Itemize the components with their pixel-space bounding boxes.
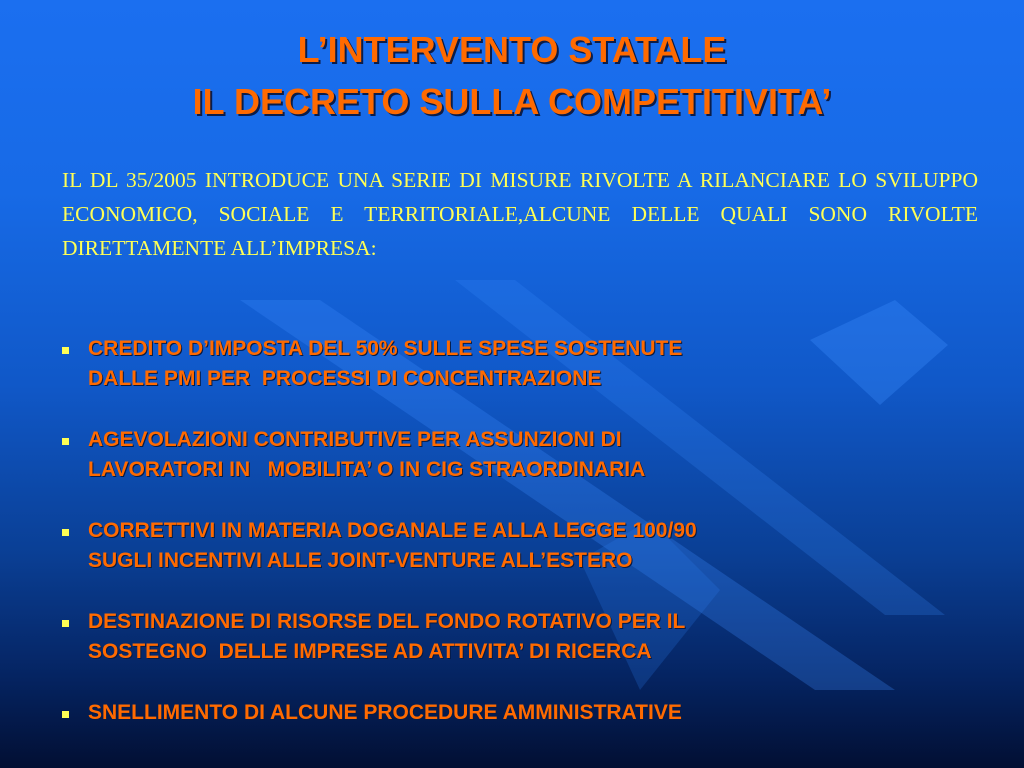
bullet-text [88,334,982,394]
slide-title-line-1: L’INTERVENTO STATALE [297,29,727,70]
intro-paragraph: IL DL 35/2005 INTRODUCE UNA SERIE DI MISURE RIVOLTE A RILANCIARE LO SVILUPPO ECONOMICO, SOCIALE E TERRITORIALE,ALCUNE DELLE QUALI SONO RIVOLTE DIRETTAMENTE ALL’IMPRESA: [62,168,978,260]
bullet-line: DALLE PMI PER PROCESSI DI CONCENTRAZIONE [88,367,602,390]
square-bullet-icon [62,529,69,536]
bullet-item [62,334,982,394]
bullet-line: AGEVOLAZIONI CONTRIBUTIVE PER ASSUNZIONI DI [88,428,622,451]
bullet-line: CREDITO D’IMPOSTA DEL 50% SULLE SPESE SOSTENUTE [88,337,683,360]
bullet-line: SUGLI INCENTIVI ALLE JOINT-VENTURE ALL’ESTERO [88,549,633,572]
bullet-item [62,516,982,576]
square-bullet-icon [62,438,69,445]
bullet-line: SNELLIMENTO DI ALCUNE PROCEDURE AMMINISTRATIVE [88,701,682,724]
bullet-item [62,698,982,728]
bullet-text [88,607,982,667]
square-bullet-icon [62,347,69,354]
bullet-line: SOSTEGNO DELLE IMPRESE AD ATTIVITA’ DI RICERCA [88,640,652,663]
slide-title-line-2: IL DECRETO SULLA COMPETITIVITA’ [192,81,832,122]
square-bullet-icon [62,620,69,627]
bullet-line: CORRETTIVI IN MATERIA DOGANALE E ALLA LEGGE 100/90 [88,519,697,542]
bullet-text [88,425,982,485]
bullet-item [62,607,982,667]
bullet-line: LAVORATORI IN MOBILITA’ O IN CIG STRAORDINARIA [88,458,646,481]
square-bullet-icon [62,711,69,718]
bullet-text [88,516,982,576]
bullet-item [62,425,982,485]
bullet-list [62,334,982,728]
bullet-line: DESTINAZIONE DI RISORSE DEL FONDO ROTATIVO PER IL [88,610,686,633]
bullet-text [88,698,982,728]
